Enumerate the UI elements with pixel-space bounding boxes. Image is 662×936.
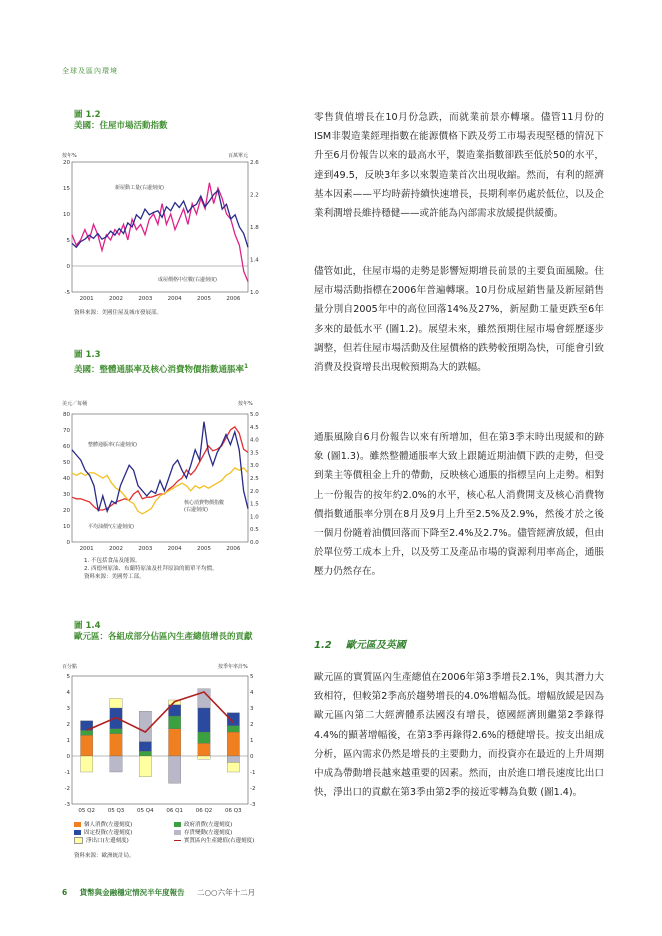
fig13-left-tick-0: 80: [63, 412, 70, 418]
figure-1-3-label: 圖 1.3: [74, 350, 101, 360]
fig14-right-tick-5: 0: [250, 754, 254, 760]
fig13-right-tick-3: 3.5: [250, 450, 259, 457]
body-paragraph-4: 歐元區的實質區內生產總值在2006年第3季增長2.1%，與其潛力大致相符，但較第2季高於趨勢增長的4.0%增幅為低。增幅放緩是因為歐元區內第二大經濟體系法國沒有增長，德國經濟則繼第2季錄得4.4%的顯著增幅後，在第3季再錄得2.6%的穩健增長。按支出組成分析，區內需求仍然是增長的主要動力，而投資亦在最近的上升周期中成為帶動增長越來越重要的因素。然而，由於進口增長速度比出口快，淨出口的貢獻在第3季由第2季的接近零轉為負數 (圖1.4)。: [314, 672, 604, 799]
fig14-line-gdp: [87, 692, 234, 732]
fig14-legend-inventory: 存貨變動(左邊刻度): [174, 828, 232, 836]
figure-1-3-title-text: 美國：整體通脹率及核心消費物價指數通脹率: [74, 364, 245, 375]
fig12-left-tick-5: -5: [64, 290, 70, 296]
fig13-line-headline: [72, 422, 248, 512]
fig14-right-unit: 按季年率計%: [218, 664, 248, 670]
fig12-left-tick-3: 5: [66, 238, 70, 244]
fig14-right-tick-3: 2: [250, 722, 254, 728]
body-paragraph-2: 儘管如此，住屋市場的走勢是影響短期增長前景的主要負面風險。住屋市場活動指標在2006年普遍轉壞。10月份成屋銷售量及新屋銷售量分別自2005年中的高位回落14%及27%，新屋動工量更跌至6年多來的最低水平 (圖1.2)。展望未來，雖然預期住屋市場會經歷逐步調整，但若住屋市場活動及住屋價格的跌勢較預期為快，可能會引致消費及投資增長出現較預期為大的跌幅。: [314, 266, 604, 374]
fig14-bar-5-1: [227, 726, 239, 732]
fig14-left-tick-3: 2: [66, 722, 70, 728]
fig12-right-tick-0: 2.6: [250, 160, 259, 166]
fig14-bar-1-1: [110, 729, 122, 734]
report-date: 二○○六年十二月: [197, 888, 256, 897]
figure-1-3-source: 資料來源：美國勞工部。: [84, 574, 145, 580]
fig13-right-tick-1: 4.5: [250, 424, 259, 431]
fig14-bar-2-4: [139, 756, 151, 777]
figure-1-4-source: 資料來源：歐洲統計局。: [74, 853, 135, 859]
fig14-bar-2-1: [139, 751, 151, 756]
fig14-bar-3-3: [169, 756, 181, 783]
fig13-xtick-3: 2004: [167, 546, 182, 552]
figure-1-2-chart: [60, 148, 270, 308]
fig14-legend-consumption: 個人消費(左邊刻度): [74, 820, 132, 828]
page-number: 6: [62, 888, 68, 897]
fig14-right-tick-7: -2: [250, 786, 256, 792]
figure-1-4-label: 圖 1.4: [74, 621, 101, 631]
fig12-plot-frame: [72, 162, 248, 292]
fig14-xtick-5: 06 Q3: [225, 808, 242, 814]
fig14-legend: [74, 820, 274, 850]
fig12-xtick-3: 2004: [167, 296, 182, 302]
fig12-left-unit: 按年%: [62, 153, 77, 159]
fig14-bar-0-4: [81, 756, 93, 772]
fig13-right-tick-2: 4.0: [250, 437, 259, 444]
fig14-plot-frame: [72, 676, 248, 804]
fig13-annot-oil: 平均油價²(左邊刻度): [88, 524, 134, 530]
fig14-left-unit: 百分點: [62, 664, 78, 670]
fig12-left-tick-2: 10: [63, 212, 70, 218]
fig13-line-core: [72, 468, 248, 514]
fig14-bar-1-4: [110, 698, 122, 708]
fig13-left-tick-1: 70: [63, 428, 70, 434]
fig13-xtick-5: 2006: [226, 546, 241, 552]
fig13-line-oil: [72, 427, 248, 510]
figure-1-4-chart: [60, 660, 270, 820]
figure-1-3-title-sup: 1: [244, 363, 249, 370]
fig13-right-tick-5: 2.5: [250, 476, 259, 482]
fig14-right-tick-1: 4: [250, 690, 254, 696]
fig14-bar-0-1: [81, 730, 93, 735]
fig12-right-tick-3: 1.4: [250, 257, 259, 264]
fig12-left-tick-1: 15: [63, 186, 70, 192]
fig13-right-tick-6: 2.0: [250, 488, 259, 495]
fig14-bar-4-2: [198, 708, 210, 732]
fig14-legend-government: 政府消費(左邊刻度): [174, 820, 232, 828]
fig12-right-tick-1: 2.2: [250, 192, 259, 199]
fig13-left-tick-4: 40: [63, 476, 70, 482]
figure-1-2-label: 圖 1.2: [74, 110, 101, 120]
body-paragraph-1: 零售貨值增長在10月份急跌，而就業前景亦轉壞。儘管11月份的ISM非製造業經理指數在能源價格下跌及勞工市場表現堅穩的情況下升至6月份報告以來的最高水平，製造業指數卻跌至低於50的水平，達到49.5，反映3年多以來製造業首次出現收縮。然而，有利的經濟基本因素——平均時薪持續快速增長，長期利率仍處於低位，以及企業利潤增長維持穩健——或許能為內部需求放緩提供緩衝。: [314, 112, 604, 220]
fig13-left-tick-8: 0: [66, 540, 70, 546]
fig14-bar-4-0: [198, 743, 210, 756]
page-footer: [62, 887, 255, 898]
body-paragraph-3: 通脹風險自6月份報告以來有所增加，但在第3季末時出現緩和的跡象 (圖1.3)。雖然整體通脹率大致上跟隨近期油價下跌的走勢，但受到業主等價租金上升的帶動，反映核心通脹的指標呈向上走勢。相對上一份報告的按年約2.0%的水平，核心私人消費開支及核心消費物價指數通脹率分別在8月及9月上升至2.5%及2.9%，然後才於之後一個月份隨着油價回落而下降至2.4%及2.7%。儘管經濟放緩，但由於單位勞工成本上升，以及勞工及產品市場的資源利用率高企，通脹壓力仍然存在。: [314, 432, 604, 578]
fig14-bar-4-4: [198, 756, 210, 759]
fig14-left-tick-8: -3: [64, 802, 70, 808]
figure-1-3-chart: [60, 398, 270, 558]
figure-1-2-source: 資料來源：美國住屋及城市發展部。: [74, 310, 163, 316]
fig12-xtick-4: 2005: [197, 296, 211, 302]
fig13-right-tick-9: 0.5: [250, 527, 259, 534]
fig14-left-tick-5: 0: [66, 754, 70, 760]
fig13-right-tick-7: 1.5: [250, 501, 259, 508]
fig14-right-tick-2: 3: [250, 706, 254, 712]
fig12-annot-starts: 新屋動工量(右邊刻度): [115, 185, 164, 191]
fig14-bar-2-2: [139, 742, 151, 752]
fig13-left-tick-3: 50: [63, 460, 70, 466]
fig12-xtick-5: 2006: [226, 296, 241, 302]
fig14-right-tick-0: 5: [250, 674, 254, 680]
fig13-xtick-0: 2001: [79, 546, 94, 552]
fig14-right-tick-6: -1: [250, 770, 256, 776]
fig12-xtick-1: 2002: [109, 296, 123, 302]
fig14-left-tick-2: 3: [66, 706, 70, 712]
fig14-left-tick-0: 5: [66, 674, 70, 680]
section-header: 全球及區內環境: [62, 67, 118, 75]
fig12-annot-price: 成屋價格中位數(右邊刻度): [158, 277, 217, 283]
report-title: 貨幣與金融穩定情況半年度報告: [79, 888, 185, 897]
fig12-right-tick-2: 1.8: [250, 225, 259, 231]
fig14-bar-3-0: [169, 729, 181, 756]
figure-1-4-title: 歐元區：各組成部分佔區內生產總值增長的貢獻: [74, 632, 253, 642]
fig13-left-tick-6: 20: [63, 508, 70, 514]
fig14-left-tick-4: 1: [66, 738, 70, 744]
fig14-bar-5-2: [227, 713, 239, 726]
fig13-right-unit: 按年%: [238, 401, 253, 407]
fig14-legend-netexports: 淨出口(左邊刻度): [74, 836, 129, 844]
fig13-right-tick-8: 1.0: [250, 514, 259, 521]
fig13-right-tick-0: 5.0: [250, 412, 259, 418]
fig14-xtick-0: 05 Q2: [78, 808, 95, 814]
fig12-right-unit: 百萬單元: [228, 153, 249, 159]
fig13-plot-frame: [72, 414, 248, 542]
figure-1-3-note-2: 2. 西德州原油、布蘭特原油及杜拜原油的簡單平均價。: [84, 566, 218, 572]
fig14-bar-5-4: [227, 762, 239, 772]
fig13-left-tick-7: 10: [63, 524, 70, 530]
fig14-left-tick-7: -2: [64, 786, 70, 792]
fig13-xtick-4: 2005: [197, 546, 211, 552]
fig13-left-unit: 美元／每桶: [62, 401, 88, 407]
fig14-xtick-1: 05 Q3: [107, 808, 125, 814]
fig14-legend-investment: 固定投資(左邊刻度): [74, 828, 132, 836]
fig12-right-tick-4: 1.0: [250, 290, 259, 296]
fig13-annot-core-2: (右邊刻度): [184, 507, 208, 513]
figure-1-2-title: 美國：住屋市場活動指數: [74, 121, 168, 131]
fig14-left-tick-6: -1: [64, 770, 70, 776]
fig14-bar-5-3: [227, 756, 239, 762]
fig14-legend-gdp: 實質區內生產總值(右邊刻度): [174, 836, 254, 844]
fig13-right-tick-10: 0.0: [250, 540, 259, 546]
fig14-right-tick-4: 1: [250, 738, 254, 744]
fig12-xtick-2: 2003: [138, 296, 153, 302]
fig14-right-tick-8: -3: [250, 802, 256, 808]
fig14-bar-0-0: [81, 735, 93, 756]
fig12-left-tick-0: 20: [63, 160, 70, 166]
fig14-bar-3-1: [169, 716, 181, 729]
fig13-annot-core-1: 核心消費物價指數: [184, 500, 225, 506]
fig13-annot-headline: 整體通脹率(右邊刻度): [88, 442, 137, 448]
fig14-bar-4-1: [198, 732, 210, 743]
section-subheading: 1.2 歐元區及英國: [314, 640, 406, 651]
fig14-bar-1-3: [110, 756, 122, 772]
fig14-xtick-4: 06 Q2: [195, 808, 213, 814]
fig14-bar-1-0: [110, 734, 122, 756]
fig12-line-price: [72, 183, 248, 282]
fig13-left-tick-5: 30: [63, 492, 70, 498]
fig13-left-tick-2: 60: [63, 444, 70, 450]
fig14-bar-5-0: [227, 732, 239, 756]
figure-1-3-note-1: 1. 不包括食品及能源。: [84, 558, 141, 564]
fig14-xtick-2: 05 Q4: [137, 808, 154, 814]
fig13-xtick-2: 2003: [138, 546, 153, 552]
fig14-left-tick-1: 4: [66, 690, 70, 696]
fig12-xtick-0: 2001: [79, 296, 94, 302]
fig13-right-tick-4: 3.0: [250, 463, 259, 470]
fig12-left-tick-4: 0: [66, 264, 70, 270]
fig13-xtick-1: 2002: [109, 546, 123, 552]
fig14-xtick-3: 06 Q1: [166, 808, 183, 814]
figure-1-3-title: [74, 361, 259, 376]
